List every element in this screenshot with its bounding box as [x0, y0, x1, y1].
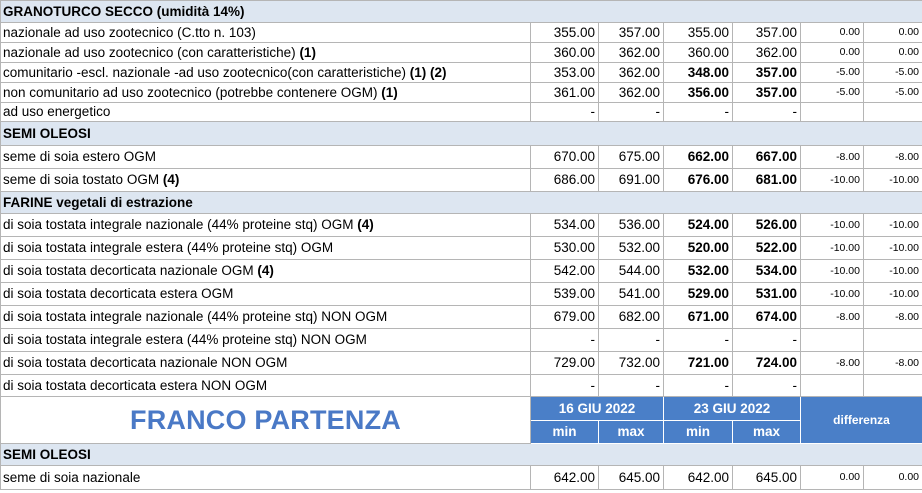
price-min-previous: 542.00	[531, 260, 599, 283]
section-fill	[531, 122, 922, 146]
product-description	[1, 214, 531, 237]
section-title: SEMI OLEOSI	[1, 444, 531, 466]
product-label: di soia tostata integrale nazionale (44% proteine stq) OGM	[3, 217, 354, 233]
price-max-current: 357.00	[733, 63, 801, 83]
product-description	[1, 237, 531, 260]
section-fill	[531, 192, 922, 214]
price-max-current: 522.00	[733, 237, 801, 260]
product-description	[1, 103, 531, 122]
diff-max: -8.00	[864, 306, 922, 329]
price-max-current: 526.00	[733, 214, 801, 237]
section-header	[1, 444, 922, 466]
difference-header: differenza	[801, 397, 922, 444]
product-label: seme di soia estero OGM	[3, 149, 157, 165]
product-description	[1, 375, 531, 397]
footnote-ref: (4)	[357, 217, 374, 233]
diff-max: -8.00	[864, 352, 922, 375]
price-min-previous: 642.00	[531, 466, 599, 490]
diff-max	[864, 103, 922, 122]
price-max-previous: 645.00	[599, 466, 664, 490]
diff-min: -5.00	[801, 83, 864, 103]
price-max-current: 534.00	[733, 260, 801, 283]
diff-min: -8.00	[801, 306, 864, 329]
footnote-ref: (1)	[381, 84, 398, 100]
product-description	[1, 23, 531, 43]
section-title: SEMI OLEOSI	[1, 122, 531, 146]
diff-min: -8.00	[801, 146, 864, 169]
table-row	[1, 23, 922, 43]
price-max-previous: 544.00	[599, 260, 664, 283]
diff-max	[864, 375, 922, 397]
price-max-previous: 362.00	[599, 43, 664, 63]
price-min-previous: 360.00	[531, 43, 599, 63]
price-max-previous: 362.00	[599, 63, 664, 83]
price-min-current: 355.00	[664, 23, 733, 43]
max-header-current: max	[733, 421, 801, 444]
section-title: FARINE vegetali di estrazione	[1, 192, 531, 214]
price-max-current: 724.00	[733, 352, 801, 375]
product-description	[1, 83, 531, 103]
table-row	[1, 169, 922, 192]
table-row	[1, 146, 922, 169]
price-max-previous: -	[599, 329, 664, 352]
product-description	[1, 63, 531, 83]
diff-max: -5.00	[864, 63, 922, 83]
min-header-current: min	[664, 421, 733, 444]
price-min-current: 532.00	[664, 260, 733, 283]
price-max-current: 357.00	[733, 23, 801, 43]
banner-title: FRANCO PARTENZA	[1, 397, 531, 444]
price-max-current: 681.00	[733, 169, 801, 192]
product-label: di soia tostata decorticata nazionale OGM	[3, 263, 254, 279]
price-min-current: 348.00	[664, 63, 733, 83]
price-min-current: 360.00	[664, 43, 733, 63]
price-min-previous: -	[531, 329, 599, 352]
product-label: di soia tostata integrale nazionale (44% proteine stq) NON OGM	[3, 309, 388, 325]
product-label: di soia tostata decorticata estera NON OGM	[3, 377, 268, 393]
footnote-ref: (4)	[257, 263, 274, 279]
product-description	[1, 306, 531, 329]
price-max-previous: 536.00	[599, 214, 664, 237]
product-label: seme di soia tostato OGM	[3, 172, 160, 188]
price-min-previous: 355.00	[531, 23, 599, 43]
price-min-current: 676.00	[664, 169, 733, 192]
product-label: di soia tostata decorticata nazionale NON OGM	[3, 355, 288, 371]
table-row	[1, 103, 922, 122]
product-label: di soia tostata integrale estera (44% proteine stq) NON OGM	[3, 332, 367, 348]
price-max-current: 357.00	[733, 83, 801, 103]
product-description	[1, 169, 531, 192]
diff-max: -10.00	[864, 214, 922, 237]
price-max-current: 531.00	[733, 283, 801, 306]
product-description	[1, 352, 531, 375]
diff-max: -10.00	[864, 169, 922, 192]
price-max-previous: -	[599, 375, 664, 397]
product-label: ad uso energetico	[3, 104, 111, 120]
price-min-current: -	[664, 329, 733, 352]
product-label: di soia tostata decorticata estera OGM	[3, 286, 234, 302]
price-max-previous: 732.00	[599, 352, 664, 375]
product-description	[1, 43, 531, 63]
diff-min	[801, 103, 864, 122]
price-max-current: 674.00	[733, 306, 801, 329]
table-row	[1, 283, 922, 306]
product-description	[1, 283, 531, 306]
max-header-previous: max	[599, 421, 664, 444]
diff-max	[864, 329, 922, 352]
section-header	[1, 122, 922, 146]
price-min-previous: 679.00	[531, 306, 599, 329]
table-row	[1, 260, 922, 283]
section-fill	[531, 1, 922, 23]
product-description	[1, 466, 531, 490]
price-min-previous: 534.00	[531, 214, 599, 237]
section-title: GRANOTURCO SECCO (umidità 14%)	[1, 1, 531, 23]
product-description	[1, 260, 531, 283]
diff-min: -10.00	[801, 283, 864, 306]
price-min-current: 662.00	[664, 146, 733, 169]
product-label: non comunitario ad uso zootecnico (potrebbe contenere OGM)	[3, 84, 378, 100]
table-row	[1, 43, 922, 63]
diff-max: -5.00	[864, 83, 922, 103]
diff-max: 0.00	[864, 23, 922, 43]
table-row	[1, 306, 922, 329]
price-min-current: 520.00	[664, 237, 733, 260]
bottom-sections	[1, 444, 922, 490]
diff-min: -8.00	[801, 352, 864, 375]
table-row	[1, 352, 922, 375]
price-max-previous: 691.00	[599, 169, 664, 192]
price-min-previous: -	[531, 375, 599, 397]
banner-header	[1, 397, 922, 444]
footnote-ref: (1) (2)	[409, 64, 447, 80]
price-min-previous: 686.00	[531, 169, 599, 192]
footnote-ref: (1)	[299, 44, 316, 60]
product-description	[1, 329, 531, 352]
date-header-current: 23 GIU 2022	[664, 397, 801, 421]
diff-min: 0.00	[801, 43, 864, 63]
price-max-previous: 532.00	[599, 237, 664, 260]
price-min-current: -	[664, 103, 733, 122]
diff-min: -10.00	[801, 237, 864, 260]
diff-min: -10.00	[801, 169, 864, 192]
product-label: comunitario -escl. nazionale -ad uso zootecnico(con caratteristiche)	[3, 64, 406, 80]
diff-min	[801, 375, 864, 397]
section-header	[1, 192, 922, 214]
section-fill	[531, 444, 922, 466]
price-max-current: -	[733, 103, 801, 122]
price-max-current: 645.00	[733, 466, 801, 490]
price-min-previous: 729.00	[531, 352, 599, 375]
price-min-current: 356.00	[664, 83, 733, 103]
diff-max: -10.00	[864, 283, 922, 306]
diff-min: 0.00	[801, 23, 864, 43]
price-max-current: 667.00	[733, 146, 801, 169]
product-label: nazionale ad uso zootecnico (con caratteristiche)	[3, 44, 296, 60]
price-min-current: 721.00	[664, 352, 733, 375]
diff-max: -10.00	[864, 260, 922, 283]
diff-min: 0.00	[801, 466, 864, 490]
min-header-previous: min	[531, 421, 599, 444]
table-row	[1, 83, 922, 103]
table-row	[1, 63, 922, 83]
price-max-previous: 362.00	[599, 83, 664, 103]
diff-max: 0.00	[864, 466, 922, 490]
diff-min: -5.00	[801, 63, 864, 83]
diff-max: -8.00	[864, 146, 922, 169]
price-min-previous: 353.00	[531, 63, 599, 83]
diff-max: 0.00	[864, 43, 922, 63]
price-max-current: -	[733, 375, 801, 397]
diff-max: -10.00	[864, 237, 922, 260]
diff-min: -10.00	[801, 260, 864, 283]
price-min-current: -	[664, 375, 733, 397]
price-max-previous: 675.00	[599, 146, 664, 169]
price-max-previous: -	[599, 103, 664, 122]
section-header	[1, 1, 922, 23]
price-min-previous: 539.00	[531, 283, 599, 306]
table-row	[1, 214, 922, 237]
product-label: seme di soia nazionale	[3, 469, 141, 485]
price-max-previous: 541.00	[599, 283, 664, 306]
price-min-previous: -	[531, 103, 599, 122]
table-row	[1, 375, 922, 397]
price-max-current: -	[733, 329, 801, 352]
price-min-current: 642.00	[664, 466, 733, 490]
price-min-current: 671.00	[664, 306, 733, 329]
price-min-previous: 530.00	[531, 237, 599, 260]
product-description	[1, 146, 531, 169]
table-row	[1, 237, 922, 260]
price-min-previous: 670.00	[531, 146, 599, 169]
diff-min: -10.00	[801, 214, 864, 237]
price-max-previous: 357.00	[599, 23, 664, 43]
top-sections	[1, 1, 922, 397]
price-max-previous: 682.00	[599, 306, 664, 329]
date-header-previous: 16 GIU 2022	[531, 397, 664, 421]
table-row	[1, 329, 922, 352]
footnote-ref: (4)	[162, 172, 180, 188]
price-min-previous: 361.00	[531, 83, 599, 103]
product-label: nazionale ad uso zootecnico (C.tto n. 103)	[3, 24, 256, 40]
price-min-current: 529.00	[664, 283, 733, 306]
diff-min	[801, 329, 864, 352]
price-max-current: 362.00	[733, 43, 801, 63]
price-min-current: 524.00	[664, 214, 733, 237]
table-row	[1, 466, 922, 490]
product-label: di soia tostata integrale estera (44% proteine stq) OGM	[3, 240, 334, 256]
